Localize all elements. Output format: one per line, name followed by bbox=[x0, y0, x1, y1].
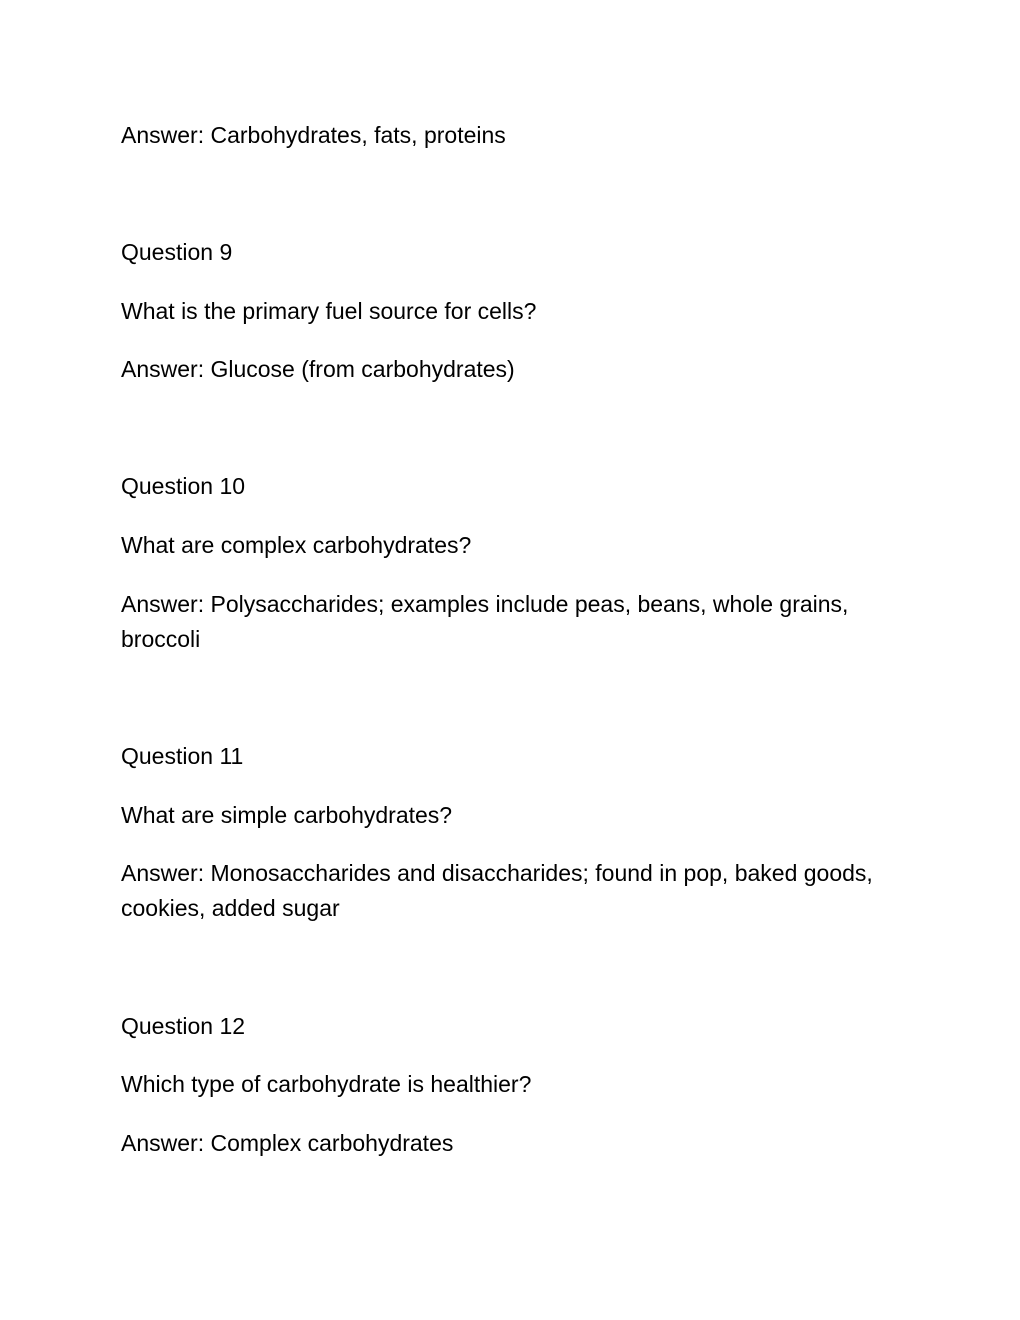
answer-11: Answer: Monosaccharides and disaccharides; found in pop, baked goods, cookies, added sugar bbox=[121, 860, 873, 921]
answer-10: Answer: Polysaccharides; examples include peas, beans, whole grains, broccoli bbox=[121, 591, 849, 652]
question-11-text: What are simple carbohydrates? bbox=[121, 802, 453, 828]
question-10-text: What are complex carbohydrates? bbox=[121, 532, 472, 558]
question-9-heading: Question 9 bbox=[121, 239, 233, 265]
question-12-text: Which type of carbohydrate is healthier? bbox=[121, 1071, 532, 1097]
answer-9: Answer: Glucose (from carbohydrates) bbox=[121, 356, 515, 382]
question-9-text: What is the primary fuel source for cells? bbox=[121, 298, 537, 324]
answer-12: Answer: Complex carbohydrates bbox=[121, 1130, 454, 1156]
question-12-heading: Question 12 bbox=[121, 1013, 246, 1039]
question-11-heading: Question 11 bbox=[121, 743, 244, 769]
question-10-heading: Question 10 bbox=[121, 473, 246, 499]
answer-8: Answer: Carbohydrates, fats, proteins bbox=[121, 122, 506, 148]
